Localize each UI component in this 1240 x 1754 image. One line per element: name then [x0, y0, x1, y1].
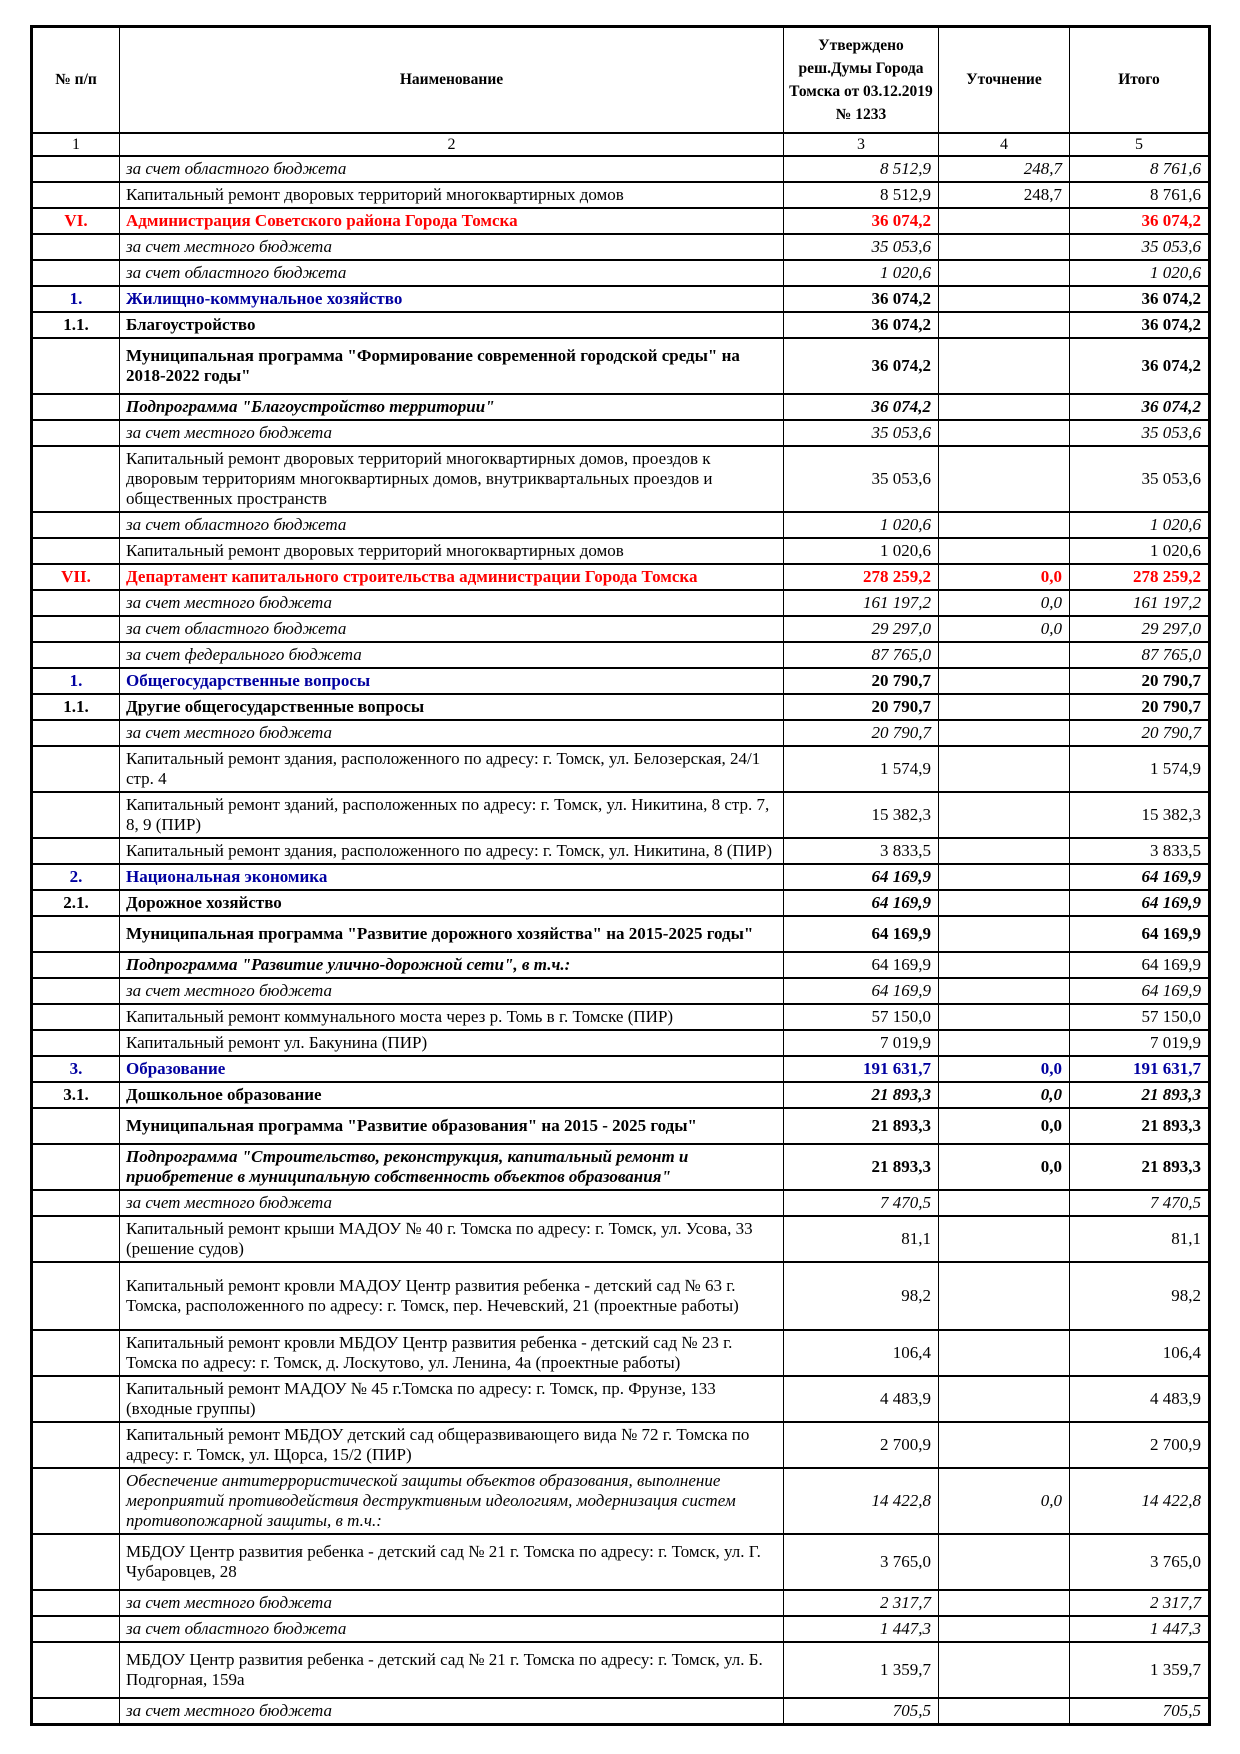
table-row: [32, 1030, 1210, 1056]
adjustment-value-cell: [939, 1216, 1070, 1262]
name-cell: за счет местного бюджета: [120, 420, 784, 446]
total-value-cell: 1 359,7: [1070, 1642, 1210, 1698]
adjustment-value-cell: [939, 1330, 1070, 1376]
budget-table: [30, 25, 1211, 1726]
row-number-cell: [32, 338, 120, 394]
row-number-cell: [32, 1534, 120, 1590]
approved-value-cell: 106,4: [784, 1330, 939, 1376]
name-cell: за счет федерального бюджета: [120, 642, 784, 668]
approved-value-cell: 87 765,0: [784, 642, 939, 668]
approved-value-cell: 64 169,9: [784, 916, 939, 952]
col-header-total: Итого: [1070, 27, 1210, 133]
approved-value-cell: 1 020,6: [784, 260, 939, 286]
table-row: [32, 616, 1210, 642]
adjustment-value-cell: 0,0: [939, 1056, 1070, 1082]
adjustment-value-cell: 248,7: [939, 156, 1070, 182]
total-value-cell: 278 259,2: [1070, 564, 1210, 590]
total-value-cell: 36 074,2: [1070, 286, 1210, 312]
approved-value-cell: 64 169,9: [784, 890, 939, 916]
approved-value-cell: 20 790,7: [784, 668, 939, 694]
total-value-cell: 21 893,3: [1070, 1144, 1210, 1190]
total-value-cell: 35 053,6: [1070, 446, 1210, 512]
approved-value-cell: 35 053,6: [784, 420, 939, 446]
table-row: [32, 538, 1210, 564]
adjustment-value-cell: 0,0: [939, 616, 1070, 642]
row-number-cell: [32, 182, 120, 208]
col-header-approved: Утверждено реш.Думы Города Томска от 03.12.2019 № 1233: [784, 27, 939, 133]
col-header-adjustment: Уточнение: [939, 27, 1070, 133]
approved-value-cell: 81,1: [784, 1216, 939, 1262]
table-row: [32, 512, 1210, 538]
adjustment-value-cell: [939, 286, 1070, 312]
total-value-cell: 1 020,6: [1070, 260, 1210, 286]
name-cell: за счет местного бюджета: [120, 590, 784, 616]
adjustment-value-cell: 0,0: [939, 1468, 1070, 1534]
approved-value-cell: 15 382,3: [784, 792, 939, 838]
row-number-cell: [32, 394, 120, 420]
total-value-cell: 29 297,0: [1070, 616, 1210, 642]
column-index-cell: 2: [120, 133, 784, 156]
table-row: [32, 182, 1210, 208]
adjustment-value-cell: [939, 694, 1070, 720]
row-number-cell: 1.: [32, 286, 120, 312]
table-row: [32, 1590, 1210, 1616]
adjustment-value-cell: 0,0: [939, 1144, 1070, 1190]
total-value-cell: 1 020,6: [1070, 512, 1210, 538]
column-index-cell: 4: [939, 133, 1070, 156]
approved-value-cell: 3 833,5: [784, 838, 939, 864]
approved-value-cell: 7 470,5: [784, 1190, 939, 1216]
total-value-cell: 1 447,3: [1070, 1616, 1210, 1642]
table-row: [32, 916, 1210, 952]
adjustment-value-cell: [939, 916, 1070, 952]
adjustment-value-cell: [939, 1698, 1070, 1725]
name-cell: за счет местного бюджета: [120, 1190, 784, 1216]
adjustment-value-cell: [939, 792, 1070, 838]
adjustment-value-cell: [939, 952, 1070, 978]
approved-value-cell: 20 790,7: [784, 694, 939, 720]
name-cell: Дошкольное образование: [120, 1082, 784, 1108]
total-value-cell: 161 197,2: [1070, 590, 1210, 616]
name-cell: Капитальный ремонт дворовых территорий многоквартирных домов: [120, 538, 784, 564]
row-number-cell: VI.: [32, 208, 120, 234]
table-row: [32, 446, 1210, 512]
approved-value-cell: 35 053,6: [784, 234, 939, 260]
name-cell: Национальная экономика: [120, 864, 784, 890]
total-value-cell: 8 761,6: [1070, 182, 1210, 208]
table-row: [32, 1144, 1210, 1190]
table-row: [32, 952, 1210, 978]
adjustment-value-cell: [939, 446, 1070, 512]
row-number-cell: [32, 1108, 120, 1144]
total-value-cell: 14 422,8: [1070, 1468, 1210, 1534]
approved-value-cell: 21 893,3: [784, 1144, 939, 1190]
approved-value-cell: 278 259,2: [784, 564, 939, 590]
approved-value-cell: 20 790,7: [784, 720, 939, 746]
row-number-cell: [32, 1190, 120, 1216]
name-cell: МБДОУ Центр развития ребенка - детский сад № 21 г. Томска по адресу: г. Томск, ул. Г. Чубаровцев, 28: [120, 1534, 784, 1590]
table-row: [32, 286, 1210, 312]
total-value-cell: 106,4: [1070, 1330, 1210, 1376]
name-cell: Администрация Советского района Города Томска: [120, 208, 784, 234]
adjustment-value-cell: [939, 512, 1070, 538]
total-value-cell: 64 169,9: [1070, 978, 1210, 1004]
adjustment-value-cell: [939, 260, 1070, 286]
name-cell: Дорожное хозяйство: [120, 890, 784, 916]
table-row: [32, 720, 1210, 746]
adjustment-value-cell: [939, 720, 1070, 746]
approved-value-cell: 8 512,9: [784, 182, 939, 208]
name-cell: за счет местного бюджета: [120, 1590, 784, 1616]
table-row: [32, 1056, 1210, 1082]
total-value-cell: 64 169,9: [1070, 864, 1210, 890]
approved-value-cell: 36 074,2: [784, 208, 939, 234]
adjustment-value-cell: [939, 1030, 1070, 1056]
adjustment-value-cell: [939, 1422, 1070, 1468]
name-cell: Обеспечение антитеррористической защиты объектов образования, выполнение мероприятий противодействия деструктивным идеологиям, модернизация систем противопожарной защиты, в т.ч.:: [120, 1468, 784, 1534]
row-number-cell: [32, 1376, 120, 1422]
table-row: [32, 1082, 1210, 1108]
col-header-name: Наименование: [120, 27, 784, 133]
total-value-cell: 36 074,2: [1070, 208, 1210, 234]
adjustment-value-cell: [939, 420, 1070, 446]
table-row: [32, 864, 1210, 890]
table-row: [32, 1376, 1210, 1422]
approved-value-cell: 36 074,2: [784, 312, 939, 338]
adjustment-value-cell: [939, 864, 1070, 890]
row-number-cell: [32, 538, 120, 564]
name-cell: Общегосударственные вопросы: [120, 668, 784, 694]
approved-value-cell: 161 197,2: [784, 590, 939, 616]
name-cell: за счет местного бюджета: [120, 978, 784, 1004]
approved-value-cell: 14 422,8: [784, 1468, 939, 1534]
table-row: [32, 590, 1210, 616]
approved-value-cell: 36 074,2: [784, 338, 939, 394]
name-cell: за счет местного бюджета: [120, 720, 784, 746]
name-cell: за счет областного бюджета: [120, 156, 784, 182]
adjustment-value-cell: 248,7: [939, 182, 1070, 208]
row-number-cell: 1.1.: [32, 694, 120, 720]
name-cell: Образование: [120, 1056, 784, 1082]
name-cell: Капитальный ремонт кровли МАДОУ Центр развития ребенка - детский сад № 63 г. Томска, расположенного по адресу: г. Томск, пер. Нечевский, 21 (проектные работы): [120, 1262, 784, 1330]
col-header-row-number: № п/п: [32, 27, 120, 133]
approved-value-cell: 98,2: [784, 1262, 939, 1330]
approved-value-cell: 21 893,3: [784, 1108, 939, 1144]
table-row: [32, 1468, 1210, 1534]
adjustment-value-cell: [939, 338, 1070, 394]
name-cell: Подпрограмма "Развитие улично-дорожной сети", в т.ч.:: [120, 952, 784, 978]
adjustment-value-cell: [939, 1616, 1070, 1642]
name-cell: Капитальный ремонт МАДОУ № 45 г.Томска по адресу: г. Томск, пр. Фрунзе, 133 (входные группы): [120, 1376, 784, 1422]
total-value-cell: 98,2: [1070, 1262, 1210, 1330]
adjustment-value-cell: [939, 978, 1070, 1004]
total-value-cell: 2 317,7: [1070, 1590, 1210, 1616]
row-number-cell: [32, 1144, 120, 1190]
name-cell: Подпрограмма "Строительство, реконструкция, капитальный ремонт и приобретение в муниципальную собственность объектов образования": [120, 1144, 784, 1190]
name-cell: за счет областного бюджета: [120, 512, 784, 538]
row-number-cell: [32, 1468, 120, 1534]
row-number-cell: [32, 642, 120, 668]
table-row: [32, 1262, 1210, 1330]
approved-value-cell: 2 317,7: [784, 1590, 939, 1616]
total-value-cell: 64 169,9: [1070, 952, 1210, 978]
total-value-cell: 1 020,6: [1070, 538, 1210, 564]
adjustment-value-cell: [939, 394, 1070, 420]
adjustment-value-cell: 0,0: [939, 1082, 1070, 1108]
row-number-cell: [32, 838, 120, 864]
table-row: [32, 156, 1210, 182]
adjustment-value-cell: 0,0: [939, 590, 1070, 616]
row-number-cell: [32, 590, 120, 616]
name-cell: Капитальный ремонт кровли МБДОУ Центр развития ребенка - детский сад № 23 г. Томска по адресу: г. Томск, д. Лоскутово, ул. Ленина, 4а (проектные работы): [120, 1330, 784, 1376]
table-row: [32, 1108, 1210, 1144]
row-number-cell: [32, 234, 120, 260]
total-value-cell: 64 169,9: [1070, 890, 1210, 916]
row-number-cell: [32, 420, 120, 446]
approved-value-cell: 36 074,2: [784, 286, 939, 312]
adjustment-value-cell: [939, 234, 1070, 260]
total-value-cell: 57 150,0: [1070, 1004, 1210, 1030]
row-number-cell: [32, 616, 120, 642]
table-row: [32, 668, 1210, 694]
table-row: [32, 1698, 1210, 1725]
total-value-cell: 36 074,2: [1070, 394, 1210, 420]
approved-value-cell: 4 483,9: [784, 1376, 939, 1422]
total-value-cell: 20 790,7: [1070, 694, 1210, 720]
row-number-cell: [32, 978, 120, 1004]
name-cell: Жилищно-коммунальное хозяйство: [120, 286, 784, 312]
name-cell: за счет местного бюджета: [120, 1698, 784, 1725]
row-number-cell: [32, 260, 120, 286]
adjustment-value-cell: [939, 668, 1070, 694]
adjustment-value-cell: [939, 538, 1070, 564]
total-value-cell: 1 574,9: [1070, 746, 1210, 792]
table-row: [32, 564, 1210, 590]
adjustment-value-cell: [939, 1590, 1070, 1616]
row-number-cell: [32, 1262, 120, 1330]
row-number-cell: [32, 156, 120, 182]
row-number-cell: 3.: [32, 1056, 120, 1082]
total-value-cell: 7 470,5: [1070, 1190, 1210, 1216]
row-number-cell: [32, 1030, 120, 1056]
row-number-cell: 1.: [32, 668, 120, 694]
approved-value-cell: 1 020,6: [784, 512, 939, 538]
total-value-cell: 36 074,2: [1070, 312, 1210, 338]
total-value-cell: 705,5: [1070, 1698, 1210, 1725]
adjustment-value-cell: [939, 1534, 1070, 1590]
row-number-cell: VII.: [32, 564, 120, 590]
name-cell: Благоустройство: [120, 312, 784, 338]
row-number-cell: [32, 512, 120, 538]
column-index-row: [32, 133, 1210, 156]
name-cell: Капитальный ремонт коммунального моста через р. Томь в г. Томске (ПИР): [120, 1004, 784, 1030]
adjustment-value-cell: 0,0: [939, 1108, 1070, 1144]
table-row: [32, 978, 1210, 1004]
approved-value-cell: 21 893,3: [784, 1082, 939, 1108]
name-cell: Капитальный ремонт МБДОУ детский сад общеразвивающего вида № 72 г. Томска по адресу: г. Томск, ул. Щорса, 15/2 (ПИР): [120, 1422, 784, 1468]
approved-value-cell: 36 074,2: [784, 394, 939, 420]
adjustment-value-cell: [939, 1642, 1070, 1698]
approved-value-cell: 3 765,0: [784, 1534, 939, 1590]
row-number-cell: [32, 1698, 120, 1725]
total-value-cell: 191 631,7: [1070, 1056, 1210, 1082]
row-number-cell: [32, 1642, 120, 1698]
name-cell: Капитальный ремонт здания, расположенного по адресу: г. Томск, ул. Белозерская, 24/1 стр. 4: [120, 746, 784, 792]
total-value-cell: 21 893,3: [1070, 1082, 1210, 1108]
name-cell: Капитальный ремонт зданий, расположенных по адресу: г. Томск, ул. Никитина, 8 стр. 7, 8, 9 (ПИР): [120, 792, 784, 838]
table-row: [32, 312, 1210, 338]
table-row: [32, 1330, 1210, 1376]
adjustment-value-cell: [939, 1190, 1070, 1216]
table-row: [32, 420, 1210, 446]
total-value-cell: 87 765,0: [1070, 642, 1210, 668]
name-cell: Подпрограмма "Благоустройство территории": [120, 394, 784, 420]
name-cell: Муниципальная программа "Развитие дорожного хозяйства" на 2015-2025 годы": [120, 916, 784, 952]
total-value-cell: 7 019,9: [1070, 1030, 1210, 1056]
table-row: [32, 746, 1210, 792]
table-row: [32, 1216, 1210, 1262]
total-value-cell: 4 483,9: [1070, 1376, 1210, 1422]
table-row: [32, 208, 1210, 234]
name-cell: Капитальный ремонт ул. Бакунина (ПИР): [120, 1030, 784, 1056]
total-value-cell: 2 700,9: [1070, 1422, 1210, 1468]
row-number-cell: [32, 446, 120, 512]
table-row: [32, 260, 1210, 286]
row-number-cell: [32, 1004, 120, 1030]
approved-value-cell: 7 019,9: [784, 1030, 939, 1056]
name-cell: Капитальный ремонт дворовых территорий многоквартирных домов: [120, 182, 784, 208]
column-index-cell: 3: [784, 133, 939, 156]
table-row: [32, 1190, 1210, 1216]
adjustment-value-cell: [939, 1376, 1070, 1422]
approved-value-cell: 29 297,0: [784, 616, 939, 642]
table-row: [32, 394, 1210, 420]
row-number-cell: [32, 1422, 120, 1468]
total-value-cell: 21 893,3: [1070, 1108, 1210, 1144]
total-value-cell: 64 169,9: [1070, 916, 1210, 952]
adjustment-value-cell: [939, 746, 1070, 792]
approved-value-cell: 2 700,9: [784, 1422, 939, 1468]
adjustment-value-cell: [939, 1262, 1070, 1330]
adjustment-value-cell: [939, 312, 1070, 338]
adjustment-value-cell: 0,0: [939, 564, 1070, 590]
column-index-cell: 5: [1070, 133, 1210, 156]
table-row: [32, 1616, 1210, 1642]
total-value-cell: 35 053,6: [1070, 234, 1210, 260]
adjustment-value-cell: [939, 1004, 1070, 1030]
name-cell: Департамент капитального строительства администрации Города Томска: [120, 564, 784, 590]
approved-value-cell: 8 512,9: [784, 156, 939, 182]
total-value-cell: 81,1: [1070, 1216, 1210, 1262]
approved-value-cell: 57 150,0: [784, 1004, 939, 1030]
adjustment-value-cell: [939, 890, 1070, 916]
row-number-cell: 1.1.: [32, 312, 120, 338]
row-number-cell: [32, 1330, 120, 1376]
row-number-cell: [32, 1216, 120, 1262]
row-number-cell: 2.: [32, 864, 120, 890]
header-row: [32, 27, 1210, 133]
name-cell: Капитальный ремонт дворовых территорий многоквартирных домов, проездов к дворовым территориям многоквартирных домов, внутриквартальных проездов и общественных пространств: [120, 446, 784, 512]
name-cell: за счет областного бюджета: [120, 1616, 784, 1642]
adjustment-value-cell: [939, 838, 1070, 864]
approved-value-cell: 64 169,9: [784, 864, 939, 890]
name-cell: за счет областного бюджета: [120, 260, 784, 286]
approved-value-cell: 1 574,9: [784, 746, 939, 792]
table-row: [32, 838, 1210, 864]
approved-value-cell: 1 359,7: [784, 1642, 939, 1698]
table-row: [32, 234, 1210, 260]
row-number-cell: [32, 1590, 120, 1616]
table-row: [32, 694, 1210, 720]
table-row: [32, 1642, 1210, 1698]
approved-value-cell: 35 053,6: [784, 446, 939, 512]
name-cell: МБДОУ Центр развития ребенка - детский сад № 21 г. Томска по адресу: г. Томск, ул. Б. Подгорная, 159а: [120, 1642, 784, 1698]
total-value-cell: 3 765,0: [1070, 1534, 1210, 1590]
row-number-cell: [32, 720, 120, 746]
approved-value-cell: 1 020,6: [784, 538, 939, 564]
table-row: [32, 792, 1210, 838]
row-number-cell: [32, 792, 120, 838]
name-cell: Другие общегосударственные вопросы: [120, 694, 784, 720]
table-row: [32, 1004, 1210, 1030]
approved-value-cell: 64 169,9: [784, 978, 939, 1004]
adjustment-value-cell: [939, 208, 1070, 234]
name-cell: за счет местного бюджета: [120, 234, 784, 260]
name-cell: Муниципальная программа "Формирование современной городской среды" на 2018-2022 годы": [120, 338, 784, 394]
total-value-cell: 15 382,3: [1070, 792, 1210, 838]
row-number-cell: 2.1.: [32, 890, 120, 916]
approved-value-cell: 1 447,3: [784, 1616, 939, 1642]
name-cell: за счет областного бюджета: [120, 616, 784, 642]
table-row: [32, 1534, 1210, 1590]
table-row: [32, 642, 1210, 668]
name-cell: Муниципальная программа "Развитие образования" на 2015 - 2025 годы": [120, 1108, 784, 1144]
total-value-cell: 35 053,6: [1070, 420, 1210, 446]
total-value-cell: 20 790,7: [1070, 720, 1210, 746]
approved-value-cell: 64 169,9: [784, 952, 939, 978]
approved-value-cell: 191 631,7: [784, 1056, 939, 1082]
table-row: [32, 338, 1210, 394]
table-row: [32, 890, 1210, 916]
row-number-cell: 3.1.: [32, 1082, 120, 1108]
table-row: [32, 1422, 1210, 1468]
total-value-cell: 8 761,6: [1070, 156, 1210, 182]
total-value-cell: 20 790,7: [1070, 668, 1210, 694]
row-number-cell: [32, 952, 120, 978]
name-cell: Капитальный ремонт здания, расположенного по адресу: г. Томск, ул. Никитина, 8 (ПИР): [120, 838, 784, 864]
total-value-cell: 3 833,5: [1070, 838, 1210, 864]
name-cell: Капитальный ремонт крыши МАДОУ № 40 г. Томска по адресу: г. Томск, ул. Усова, 33 (решение судов): [120, 1216, 784, 1262]
row-number-cell: [32, 746, 120, 792]
row-number-cell: [32, 1616, 120, 1642]
column-index-cell: 1: [32, 133, 120, 156]
total-value-cell: 36 074,2: [1070, 338, 1210, 394]
adjustment-value-cell: [939, 642, 1070, 668]
row-number-cell: [32, 916, 120, 952]
approved-value-cell: 705,5: [784, 1698, 939, 1725]
